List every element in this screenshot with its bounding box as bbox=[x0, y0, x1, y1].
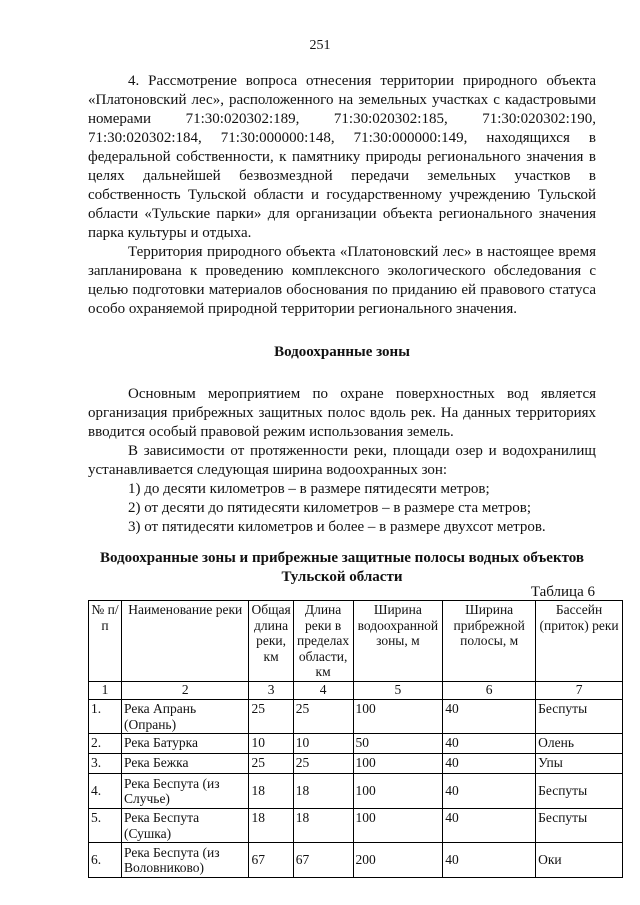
table-cell: 2. bbox=[89, 734, 122, 754]
table-cell: 50 bbox=[353, 734, 443, 754]
table-cell: Река Апрань (Опрань) bbox=[122, 700, 249, 734]
table-cell: 40 bbox=[443, 734, 536, 754]
table-cell: 1. bbox=[89, 700, 122, 734]
table-cell: Беспуты bbox=[536, 774, 623, 809]
column-number: 3 bbox=[249, 682, 293, 700]
table-cell: 67 bbox=[249, 843, 293, 878]
table-cell: 25 bbox=[249, 700, 293, 734]
table-cell: Река Беспута (Сушка) bbox=[122, 809, 249, 843]
table-cell: 40 bbox=[443, 843, 536, 878]
table-cell: 10 bbox=[249, 734, 293, 754]
column-number: 1 bbox=[89, 682, 122, 700]
table-cell: 10 bbox=[293, 734, 353, 754]
header-strip-width: Ширина прибрежной полосы, м bbox=[443, 601, 536, 682]
header-basin: Бассейн (приток) реки bbox=[536, 601, 623, 682]
table-label: Таблица 6 bbox=[530, 584, 595, 600]
table-cell: 6. bbox=[89, 843, 122, 878]
table-cell: 5. bbox=[89, 809, 122, 843]
table-cell: 18 bbox=[293, 809, 353, 843]
table-cell: 200 bbox=[353, 843, 443, 878]
water-protection-table bbox=[88, 600, 623, 878]
table-cell: 40 bbox=[443, 809, 536, 843]
table-cell: 40 bbox=[443, 700, 536, 734]
table-title: Водоохранные зоны и прибрежные защитные полосы водных объектов Тульской области bbox=[99, 550, 584, 585]
table-row bbox=[89, 754, 623, 774]
paragraph: Территория природного объекта «Платоновский лес» в настоящее время запланирована к проведению комплексного экологического обследования с целью подготовки материалов обоснования по приданию ей правового статуса особо охраняемой природной территории регионального значения. bbox=[88, 244, 596, 317]
table-cell: 40 bbox=[443, 774, 536, 809]
header-river-name: Наименование реки bbox=[122, 601, 249, 682]
table-cell: 100 bbox=[353, 809, 443, 843]
table-cell: 25 bbox=[293, 700, 353, 734]
table-cell: Беспуты bbox=[536, 700, 623, 734]
paragraph: 4. Рассмотрение вопроса отнесения территории природного объекта «Платоновский лес», расположенного на земельных участках с кадастровыми номерами 71:30:020302:189, 71:30:020302:185, 71:30:020302:190, 71:30:020302:184, 71:30:000000:148, 71:30:000000:149, находящихся в федеральной собственности, к памятнику природы регионального значения в целях дальнейшей безвозмездной передачи земельных участков в собственность Тульской области и государственному учреждению Тульской области «Тульские парки» для организации объекта регионального значения парка культуры и отдыха. bbox=[88, 73, 596, 241]
list-item: 1) до десяти километров – в размере пятидесяти метров; bbox=[128, 481, 490, 497]
column-number: 6 bbox=[443, 682, 536, 700]
table-cell: Река Беспута (из Случье) bbox=[122, 774, 249, 809]
table-row bbox=[89, 843, 623, 878]
table-row bbox=[89, 734, 623, 754]
list-item: 3) от пятидесяти километров и более – в размере двухсот метров. bbox=[128, 519, 546, 535]
table-row bbox=[89, 809, 623, 843]
header-length-in-region: Длина реки в пределах области, км bbox=[293, 601, 353, 682]
table-row bbox=[89, 700, 623, 734]
page-number: 251 bbox=[309, 38, 331, 53]
paragraph: Основным мероприятием по охране поверхностных вод является организация прибрежных защитных полос вдоль рек. На данных территориях вводится особый правовой режим использования земель. bbox=[88, 386, 596, 440]
table-cell: 67 bbox=[293, 843, 353, 878]
column-number-row bbox=[89, 682, 623, 700]
table-cell: 25 bbox=[249, 754, 293, 774]
column-number: 4 bbox=[293, 682, 353, 700]
table-cell: 100 bbox=[353, 700, 443, 734]
column-number: 7 bbox=[536, 682, 623, 700]
header-number: № п/п bbox=[89, 601, 122, 682]
list-item: 2) от десяти до пятидесяти километров – в размере ста метров; bbox=[128, 500, 532, 516]
table-header-row bbox=[89, 601, 623, 682]
table-row bbox=[89, 774, 623, 809]
table-cell: Беспуты bbox=[536, 809, 623, 843]
header-total-length: Общая длина реки, км bbox=[249, 601, 293, 682]
table-cell: Упы bbox=[536, 754, 623, 774]
body-text bbox=[88, 72, 596, 537]
table-cell: 25 bbox=[293, 754, 353, 774]
table-cell: Река Беспута (из Воловниково) bbox=[122, 843, 249, 878]
section-heading: Водоохранные зоны bbox=[274, 344, 410, 360]
table-cell: 40 bbox=[443, 754, 536, 774]
table-cell: 18 bbox=[249, 809, 293, 843]
table-cell: 18 bbox=[249, 774, 293, 809]
table-cell: Оки bbox=[536, 843, 623, 878]
table-cell: 3. bbox=[89, 754, 122, 774]
table-cell: Река Батурка bbox=[122, 734, 249, 754]
column-number: 2 bbox=[122, 682, 249, 700]
column-number: 5 bbox=[353, 682, 443, 700]
table-cell: 4. bbox=[89, 774, 122, 809]
table-cell: 18 bbox=[293, 774, 353, 809]
header-zone-width: Ширина водоохранной зоны, м bbox=[353, 601, 443, 682]
table-cell: Река Бежка bbox=[122, 754, 249, 774]
paragraph: В зависимости от протяженности реки, площади озер и водохранилищ устанавливается следующая ширина водоохранных зон: bbox=[88, 443, 596, 478]
table-cell: 100 bbox=[353, 754, 443, 774]
table-cell: Олень bbox=[536, 734, 623, 754]
table-cell: 100 bbox=[353, 774, 443, 809]
